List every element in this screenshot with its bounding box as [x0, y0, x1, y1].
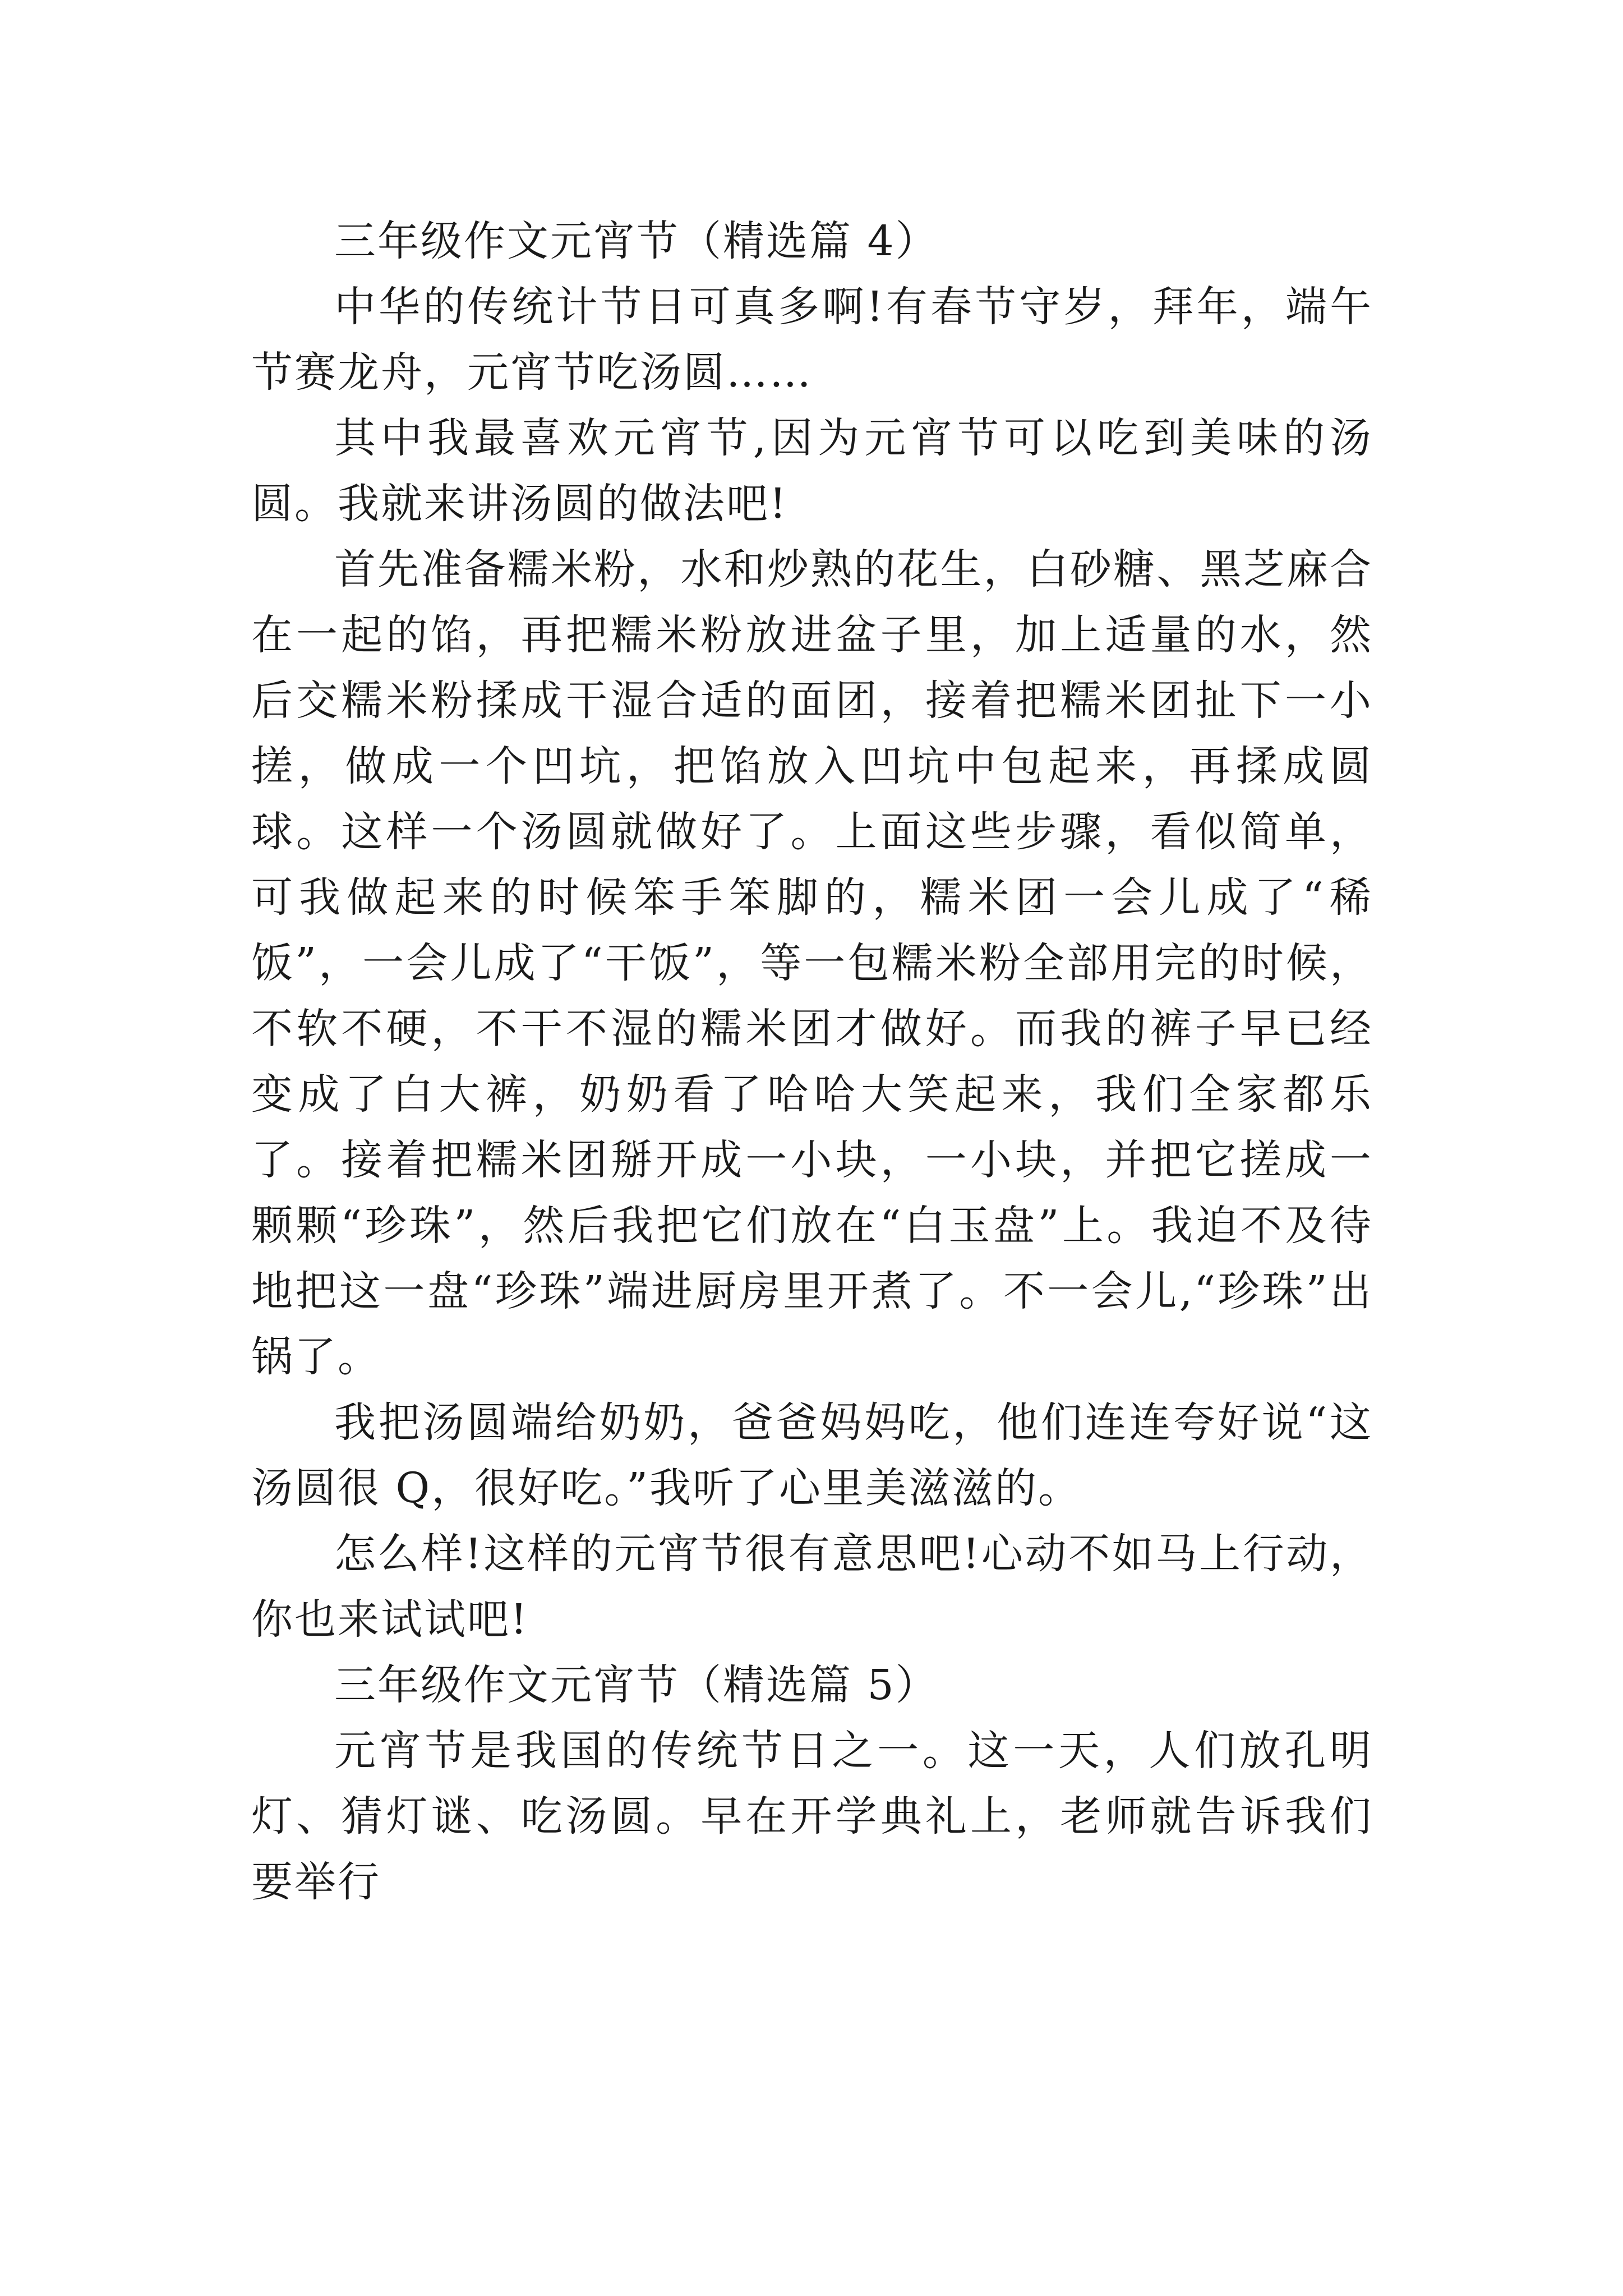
paragraph-recipe: 首先准备糯米粉，水和炒熟的花生，白砂糖、黑芝麻合在一起的馅，再把糯米粉放进盆子里，加上适量的水，然后交糯米粉揉成干湿合适的面团，接着把糯米团扯下一小搓，做成一个凹坑，把馅放入凹坑中包起来，再揉成圆球。这样一个汤圆就做好了。上面这些步骤，看似简单，可我做起来的时候笨手笨脚的，糯米团一会儿成了“稀饭”，一会儿成了“干饭”，等一包糯米粉全部用完的时候，不软不硬，不干不湿的糯米团才做好。而我的裤子早已经变成了白大裤，奶奶看了哈哈大笑起来，我们全家都乐了。接着把糯米团掰开成一小块，一小块，并把它搓成一颗颗“珍珠”，然后我把它们放在“白玉盘”上。我迫不及待地把这一盘“珍珠”端进厨房里开煮了。不一会儿,“珍珠”出锅了。 [251, 545, 1373, 1381]
document-body [251, 209, 1373, 1915]
paragraph-serving: 我把汤圆端给奶奶，爸爸妈妈吃，他们连连夸好说“这汤圆很 Q，很好吃。”我听了心里美滋滋的。 [251, 1398, 1373, 1512]
section-heading-4: 三年级作文元宵节（精选篇 4） [334, 217, 939, 265]
paragraph-favorite: 其中我最喜欢元宵节,因为元宵节可以吃到美味的汤圆。我就来讲汤圆的做法吧! [251, 414, 1373, 528]
paragraph-intro: 中华的传统计节日可真多啊!有春节守岁，拜年，端午节赛龙舟，元宵节吃汤圆…… [251, 283, 1373, 397]
paragraph-essay5-opening: 元宵节是我国的传统节日之一。这一天，人们放孔明灯、猜灯谜、吃汤圆。早在开学典礼上，老师就告诉我们要举行 [251, 1727, 1373, 1906]
section-heading-5: 三年级作文元宵节（精选篇 5） [334, 1661, 939, 1709]
paragraph-conclusion: 怎么样!这样的元宵节很有意思吧!心动不如马上行动，你也来试试吧! [251, 1530, 1373, 1644]
